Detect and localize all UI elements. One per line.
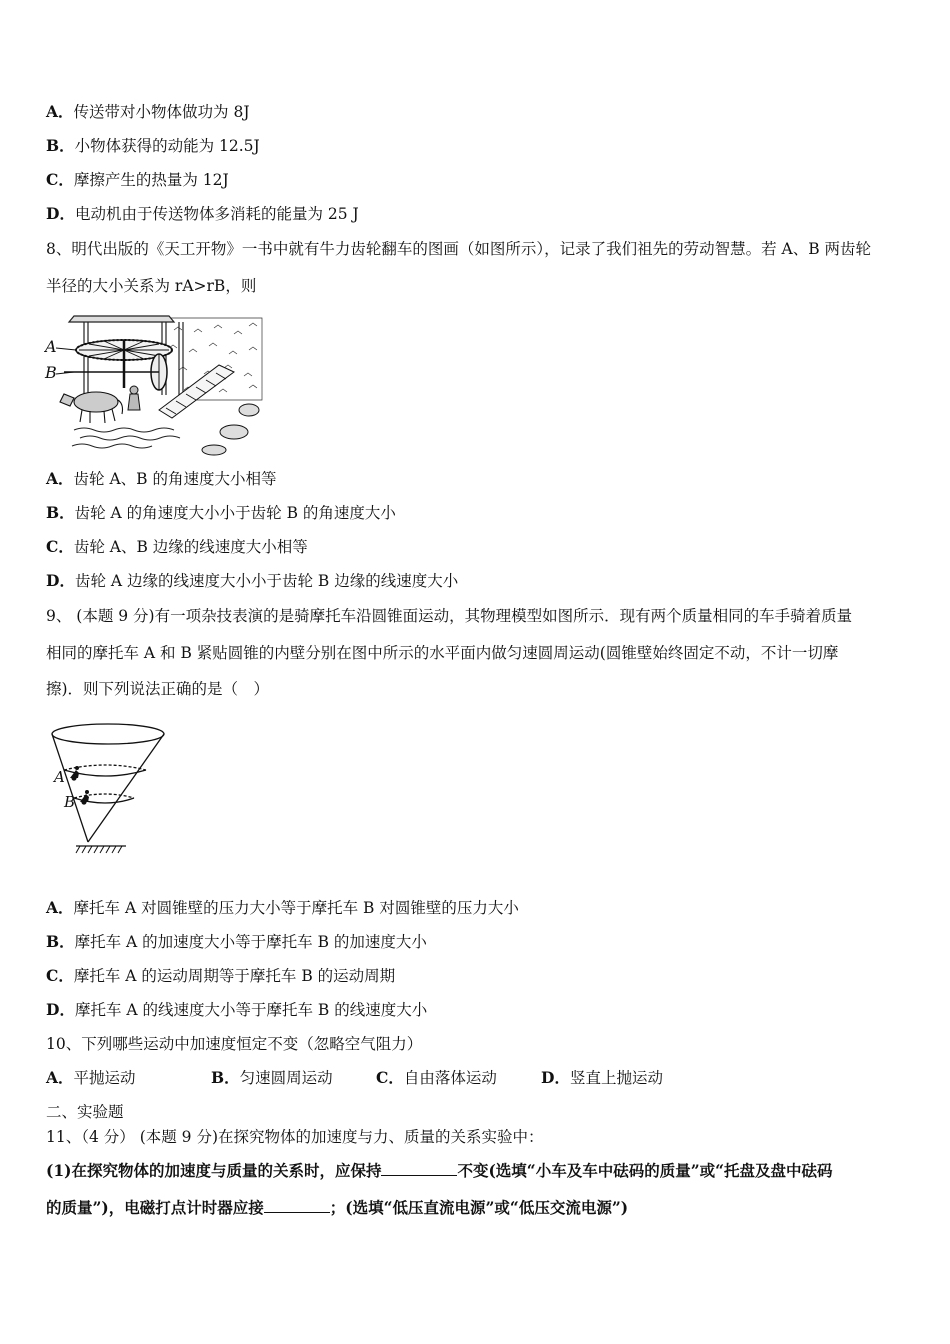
q9-stem-line3: 擦)．则下列说法正确的是（ ） xyxy=(46,680,270,698)
option-text: 摩擦产生的热量为 12J xyxy=(73,171,229,189)
answer-blank-1[interactable] xyxy=(381,1161,457,1176)
q7-option-c xyxy=(46,169,229,191)
q8-stem-line1: 8、明代出版的《天工开物》一书中就有牛力齿轮翻车的图画（如图所示），记录了我们祖先的劳动智慧。若 A、B 两齿轮 xyxy=(46,240,872,258)
q7-option-b xyxy=(46,135,260,157)
option-letter: A． xyxy=(46,102,74,121)
q9-cone-figure xyxy=(46,718,170,862)
q10-option-a xyxy=(46,1067,211,1089)
q10-option-d xyxy=(541,1067,663,1089)
q10-options-row xyxy=(46,1067,663,1089)
option-text: 平抛运动 xyxy=(73,1069,136,1087)
section-title: 二、实验题 xyxy=(46,1103,124,1121)
q11-part1-line1 xyxy=(46,1160,833,1182)
q11-text: (1)在探究物体的加速度与质量的关系时，应保持 xyxy=(46,1161,382,1180)
option-letter: D． xyxy=(46,204,75,223)
option-letter: D． xyxy=(46,571,75,590)
q8-option-a xyxy=(46,468,276,490)
q9-option-c xyxy=(46,965,395,987)
q10-stem: 10、下列哪些运动中加速度恒定不变（忽略空气阻力） xyxy=(46,1035,423,1053)
q10-option-c xyxy=(376,1067,541,1089)
option-letter: B． xyxy=(46,503,75,522)
q11-text: 的质量”)，电磁打点计时器应接 xyxy=(46,1198,264,1217)
option-letter: B． xyxy=(211,1068,240,1087)
answer-blank-2[interactable] xyxy=(264,1198,330,1213)
option-text: 摩托车 A 的线速度大小等于摩托车 B 的线速度大小 xyxy=(74,1001,428,1019)
option-letter: B． xyxy=(46,932,75,951)
option-letter: D． xyxy=(46,1000,75,1019)
q9-stem-line1: 9、 (本题 9 分)有一项杂技表演的是骑摩托车沿圆锥面运动，其物理模型如图所示．现有两个质量相同的车手骑着质量 xyxy=(46,607,853,625)
q8-stem-line2: 半径的大小关系为 rA>rB，则 xyxy=(46,277,257,295)
option-text: 摩托车 A 的加速度大小等于摩托车 B 的加速度大小 xyxy=(74,933,427,951)
option-text: 传送带对小物体做功为 8J xyxy=(73,103,250,121)
q9-option-a xyxy=(46,897,519,919)
q9-option-d xyxy=(46,999,427,1021)
option-text: 自由落体运动 xyxy=(403,1069,497,1087)
q9-option-b xyxy=(46,931,427,953)
option-letter: C． xyxy=(376,1068,404,1087)
gear-b-label: B xyxy=(45,363,57,382)
option-text: 竖直上抛运动 xyxy=(569,1069,663,1087)
option-text: 电动机由于传送物体多消耗的能量为 25 J xyxy=(74,205,359,223)
q8-option-c xyxy=(46,536,308,558)
q8-option-d xyxy=(46,570,458,592)
cone-label-b: B xyxy=(64,793,76,811)
option-letter: C． xyxy=(46,966,74,985)
q11-text: ；(选填“低压直流电源”或“低压交流电源”) xyxy=(329,1198,629,1217)
q11-text: 不变(选填“小车及车中砝码的质量”或“托盘及盘中砝码 xyxy=(457,1161,833,1180)
gear-a-label: A xyxy=(45,337,57,356)
motorcycle-b-icon xyxy=(80,790,89,805)
option-letter: A． xyxy=(46,898,74,917)
q9-stem-line2: 相同的摩托车 A 和 B 紧贴圆锥的内壁分别在图中所示的水平面内做匀速圆周运动(圆锥壁始终固定不动，不计一切摩 xyxy=(46,644,839,662)
option-text: 齿轮 A 的角速度大小小于齿轮 B 的角速度大小 xyxy=(74,504,396,522)
q11-part1-line2 xyxy=(46,1197,628,1219)
option-text: 齿轮 A、B 边缘的线速度大小相等 xyxy=(73,538,308,556)
option-text: 齿轮 A、B 的角速度大小相等 xyxy=(73,470,277,488)
q10-option-b xyxy=(211,1067,376,1089)
option-letter: A． xyxy=(46,469,74,488)
option-letter: B． xyxy=(46,136,75,155)
option-text: 摩托车 A 的运动周期等于摩托车 B 的运动周期 xyxy=(73,967,396,985)
q7-option-a xyxy=(46,101,250,123)
q8-option-b xyxy=(46,502,396,524)
option-letter: A． xyxy=(46,1068,74,1087)
option-letter: C． xyxy=(46,170,74,189)
option-text: 齿轮 A 边缘的线速度大小小于齿轮 B 边缘的线速度大小 xyxy=(74,572,459,590)
option-text: 摩托车 A 对圆锥壁的压力大小等于摩托车 B 对圆锥壁的压力大小 xyxy=(73,899,519,917)
option-text: 匀速圆周运动 xyxy=(239,1069,333,1087)
q8-gear-waterwheel-figure xyxy=(44,310,264,458)
option-letter: D． xyxy=(541,1068,570,1087)
q7-option-d xyxy=(46,203,359,225)
cone-label-a: A xyxy=(54,768,65,786)
option-text: 小物体获得的动能为 12.5J xyxy=(74,137,260,155)
q11-stem: 11、（4 分） (本题 9 分)在探究物体的加速度与力、质量的关系实验中： xyxy=(46,1128,544,1146)
option-letter: C． xyxy=(46,537,74,556)
